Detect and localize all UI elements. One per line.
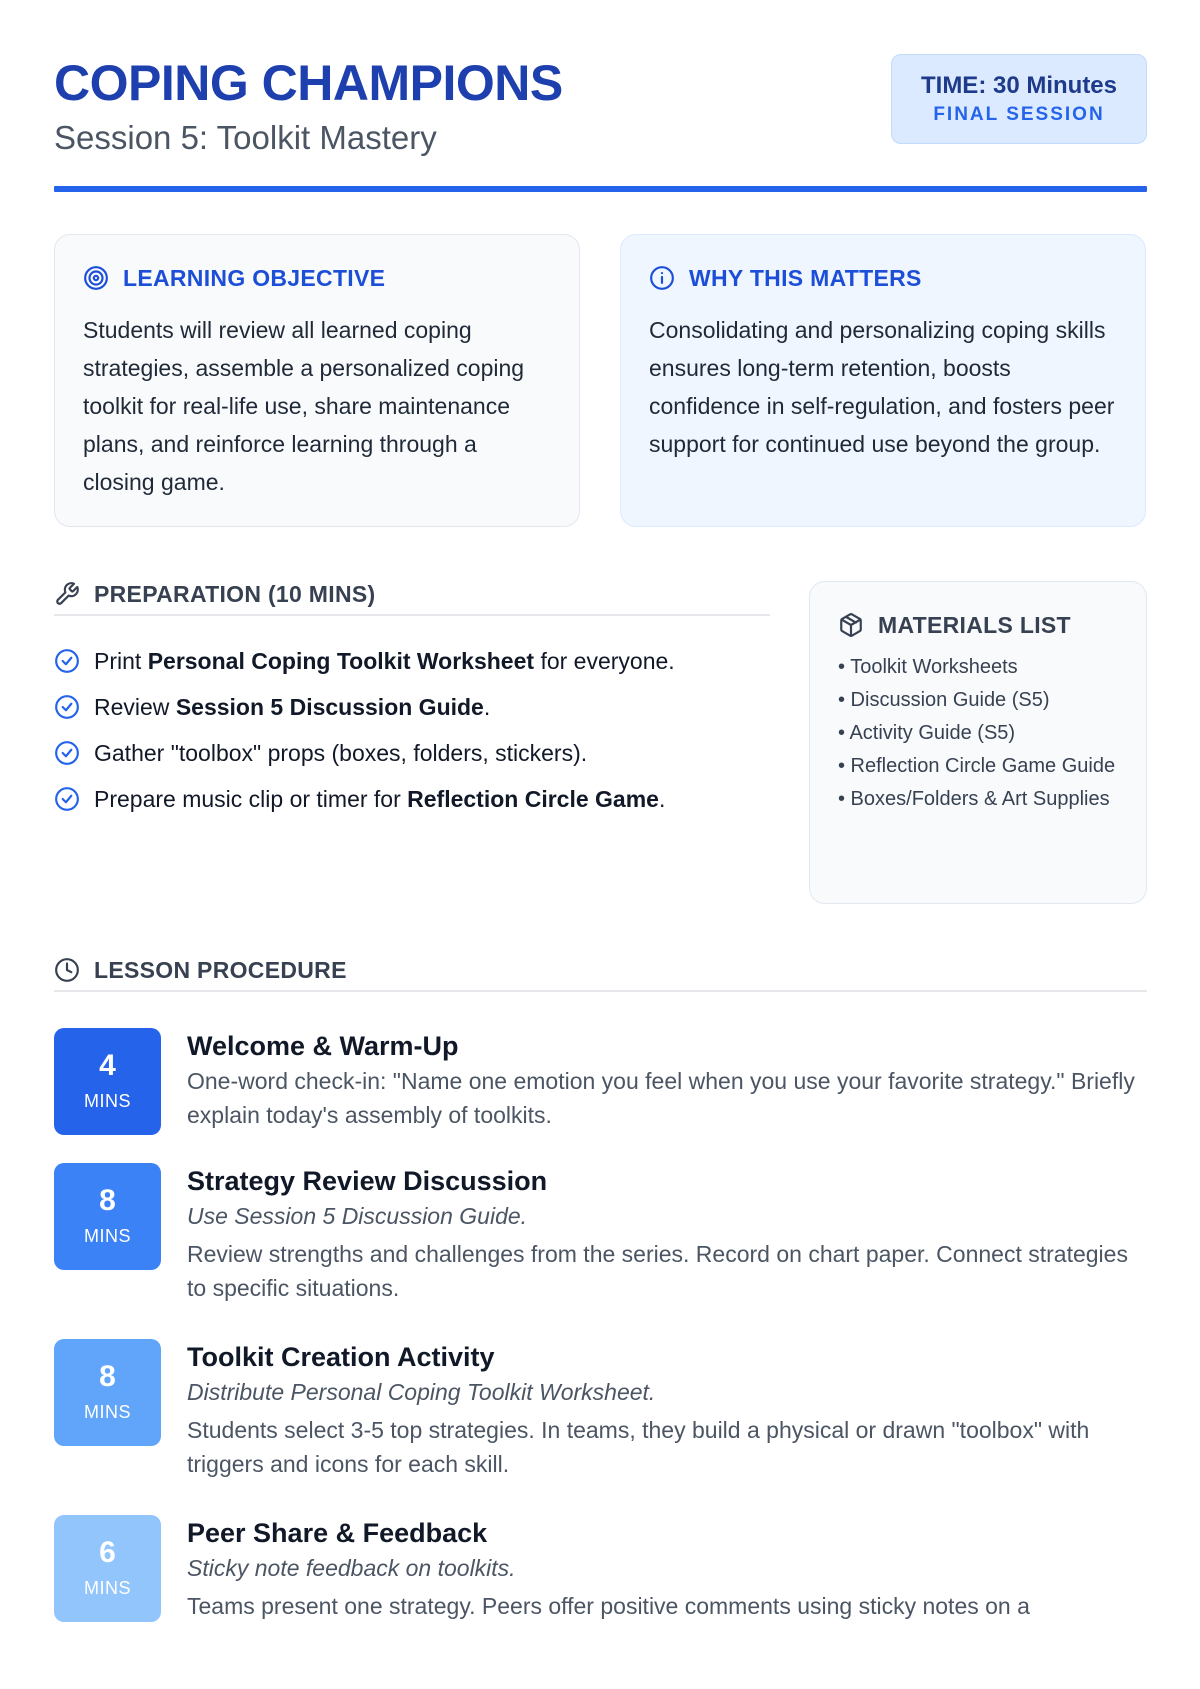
step-note: Distribute Personal Coping Toolkit Worksheet. (187, 1379, 656, 1405)
preparation-section (54, 582, 770, 822)
materials-item: • Activity Guide (S5) (838, 722, 1016, 744)
materials-item: • Boxes/Folders & Art Supplies (838, 788, 1110, 810)
preparation-list (54, 638, 770, 822)
step-description: Teams present one strategy. Peers offer positive comments using sticky notes on a (187, 1593, 1030, 1619)
materials-item: • Discussion Guide (S5) (838, 689, 1050, 711)
step-duration-badge (54, 1515, 161, 1622)
info-icon (649, 265, 675, 291)
check-circle-icon (54, 786, 80, 812)
step-title: Peer Share & Feedback (187, 1518, 488, 1548)
step-description: Students select 3-5 top strategies. In teams, they build a physical or drawn "toolbox" with triggers and icons for each skill. (187, 1417, 1090, 1477)
preparation-item (54, 730, 770, 776)
procedure-steps (54, 1026, 1147, 1689)
procedure-step (54, 1515, 1147, 1689)
preparation-title: PREPARATION (10 MINS) (94, 580, 376, 607)
step-title: Welcome & Warm-Up (187, 1031, 459, 1061)
step-minutes-unit: MINS (84, 1578, 131, 1598)
step-note: Sticky note feedback on toolkits. (187, 1555, 516, 1581)
check-circle-icon (54, 740, 80, 766)
preparation-item (54, 638, 770, 684)
step-duration-badge (54, 1339, 161, 1446)
preparation-item-text: Review Session 5 Discussion Guide. (94, 693, 491, 720)
preparation-item-text: Prepare music clip or timer for Reflection Circle Game. (94, 785, 666, 812)
step-minutes: 8 (99, 1360, 116, 1393)
step-minutes: 4 (99, 1049, 116, 1082)
header-divider (54, 186, 1147, 192)
session-label: FINAL SESSION (933, 104, 1105, 125)
page-header (54, 54, 1147, 194)
step-minutes-unit: MINS (84, 1402, 131, 1422)
time-label: TIME: 30 Minutes (920, 72, 1118, 99)
learning-objective-text: Students will review all learned coping strategies, assemble a personalized coping toolkit for real-life use, share maintenance plans, and reinforce learning through a closing game. (83, 317, 525, 495)
materials-item: • Toolkit Worksheets (838, 656, 1018, 678)
preparation-item-text: Print Personal Coping Toolkit Worksheet for everyone. (94, 647, 675, 674)
step-duration-badge (54, 1163, 161, 1270)
wrench-icon (54, 581, 80, 607)
step-note: Use Session 5 Discussion Guide. (187, 1203, 528, 1229)
time-badge (891, 54, 1147, 144)
target-icon (83, 265, 109, 291)
materials-list-title: MATERIALS LIST (878, 611, 1071, 638)
why-this-matters-card (620, 234, 1146, 527)
package-icon (838, 612, 864, 638)
lesson-procedure-title: LESSON PROCEDURE (94, 956, 347, 983)
why-this-matters-text: Consolidating and personalizing coping skills ensures long-term retention, boosts confidence in self-regulation, and fosters peer support for continued use beyond the group. (649, 317, 1115, 457)
procedure-step (54, 1163, 1147, 1337)
step-minutes-unit: MINS (84, 1091, 131, 1111)
step-title: Strategy Review Discussion (187, 1166, 548, 1196)
check-circle-icon (54, 694, 80, 720)
check-circle-icon (54, 648, 80, 674)
materials-list-card (809, 581, 1147, 904)
step-duration-badge (54, 1028, 161, 1135)
lesson-procedure-section (54, 958, 1147, 992)
preparation-item (54, 684, 770, 730)
procedure-step (54, 1028, 1147, 1161)
step-description: Review strengths and challenges from the series. Record on chart paper. Connect strategies to specific situations. (187, 1241, 1128, 1301)
step-minutes-unit: MINS (84, 1226, 131, 1246)
page-title: COPING CHAMPIONS (54, 55, 563, 111)
step-title: Toolkit Creation Activity (187, 1342, 495, 1372)
materials-item: • Reflection Circle Game Guide (838, 755, 1116, 777)
step-description: One-word check-in: "Name one emotion you feel when you use your favorite strategy." Briefly explain today's assembly of toolkits. (187, 1068, 1135, 1128)
step-minutes: 6 (99, 1536, 116, 1569)
learning-objective-card (54, 234, 580, 527)
why-this-matters-title: WHY THIS MATTERS (689, 264, 922, 291)
preparation-item (54, 776, 770, 822)
procedure-step (54, 1339, 1147, 1513)
session-subtitle: Session 5: Toolkit Mastery (54, 119, 437, 156)
clock-icon (54, 957, 80, 983)
preparation-item-text: Gather "toolbox" props (boxes, folders, stickers). (94, 739, 588, 766)
step-minutes: 8 (99, 1184, 116, 1217)
materials-list (838, 654, 1118, 813)
learning-objective-title: LEARNING OBJECTIVE (123, 264, 386, 291)
